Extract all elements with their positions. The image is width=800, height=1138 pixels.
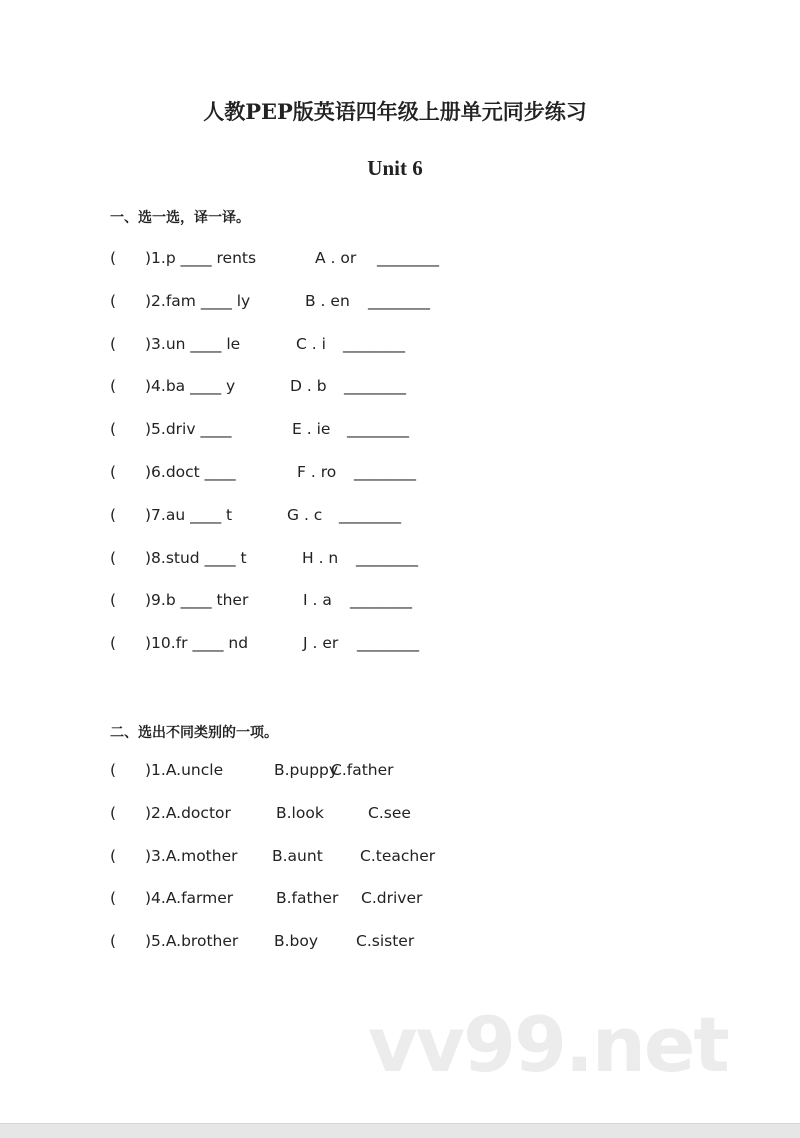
option-c: C.father xyxy=(331,761,394,779)
watermark: vv99.net xyxy=(368,1000,728,1089)
word-item: )4.ba ____ y xyxy=(145,377,236,396)
question-row xyxy=(0,335,800,359)
translation-blank[interactable]: ________ xyxy=(344,377,406,396)
translation-blank[interactable]: ________ xyxy=(356,548,418,567)
question-row xyxy=(0,549,800,573)
option-c: C.sister xyxy=(356,932,415,951)
question-row xyxy=(0,804,800,828)
word-item: )2.fam ____ ly xyxy=(145,291,251,310)
question-row xyxy=(0,847,800,871)
word-item: )7.au ____ t xyxy=(145,505,233,524)
answer-bracket[interactable]: ( xyxy=(110,463,117,481)
question-row xyxy=(0,889,800,913)
question-row xyxy=(0,506,800,530)
translation-blank[interactable]: ________ xyxy=(343,334,405,353)
answer-bracket[interactable]: ( xyxy=(110,249,117,267)
option-b: B.father xyxy=(276,889,339,908)
translation-blank[interactable]: ________ xyxy=(377,249,439,267)
word-item: )3.un ____ le xyxy=(145,334,241,353)
word-item: )1.p ____ rents xyxy=(145,249,257,267)
option-b: B.puppy xyxy=(274,761,339,779)
letter-option: J . er xyxy=(303,634,339,653)
answer-bracket[interactable]: ( xyxy=(110,634,117,653)
letter-option: G . c xyxy=(287,505,323,524)
question-row xyxy=(0,591,800,615)
word-item: )8.stud ____ t xyxy=(145,548,247,567)
section-1-heading: 一、选一选，译一译。 xyxy=(110,210,250,226)
translation-blank[interactable]: ________ xyxy=(354,463,416,481)
letter-option: I . a xyxy=(303,591,332,610)
answer-bracket[interactable]: ( xyxy=(110,377,117,396)
translation-blank[interactable]: ________ xyxy=(339,505,401,524)
option-a: )1.A.uncle xyxy=(145,761,224,779)
letter-option: H . n xyxy=(302,548,339,567)
answer-bracket[interactable]: ( xyxy=(110,846,117,865)
page-title: 人教PEP版英语四年级上册单元同步练习 xyxy=(203,99,587,124)
translation-blank[interactable]: ________ xyxy=(368,291,430,310)
word-item: )9.b ____ ther xyxy=(145,591,249,610)
word-item: )5.driv ____ xyxy=(145,420,232,439)
answer-bracket[interactable]: ( xyxy=(110,761,117,779)
question-row xyxy=(0,634,800,658)
letter-option: A . or xyxy=(315,249,357,267)
option-a: )2.A.doctor xyxy=(145,803,231,822)
answer-bracket[interactable]: ( xyxy=(110,291,117,310)
question-row xyxy=(0,249,800,273)
option-a: )3.A.mother xyxy=(145,846,238,865)
answer-bracket[interactable]: ( xyxy=(110,420,117,439)
letter-option: D . b xyxy=(290,377,327,396)
option-b: B.look xyxy=(276,803,324,822)
answer-bracket[interactable]: ( xyxy=(110,591,117,610)
question-row xyxy=(0,463,800,487)
letter-option: F . ro xyxy=(297,463,337,481)
question-row xyxy=(0,420,800,444)
translation-blank[interactable]: ________ xyxy=(350,591,412,610)
answer-bracket[interactable]: ( xyxy=(110,889,117,908)
question-row xyxy=(0,377,800,401)
question-row xyxy=(0,761,800,785)
answer-bracket[interactable]: ( xyxy=(110,803,117,822)
letter-option: B . en xyxy=(305,291,350,310)
question-row xyxy=(0,292,800,316)
option-c: C.driver xyxy=(361,889,423,908)
option-b: B.boy xyxy=(274,932,319,951)
option-a: )5.A.brother xyxy=(145,932,239,951)
word-item: )6.doct ____ xyxy=(145,463,236,481)
option-c: C.see xyxy=(368,803,411,822)
answer-bracket[interactable]: ( xyxy=(110,505,117,524)
letter-option: C . i xyxy=(296,334,326,353)
answer-bracket[interactable]: ( xyxy=(110,548,117,567)
page-edge xyxy=(0,1123,800,1138)
section-2-heading: 二、选出不同类别的一项。 xyxy=(110,725,278,741)
option-b: B.aunt xyxy=(272,846,323,865)
translation-blank[interactable]: ________ xyxy=(357,634,419,653)
letter-option: E . ie xyxy=(292,420,331,439)
answer-bracket[interactable]: ( xyxy=(110,334,117,353)
answer-bracket[interactable]: ( xyxy=(110,932,117,951)
option-c: C.teacher xyxy=(360,846,436,865)
word-item: )10.fr ____ nd xyxy=(145,634,249,653)
unit-heading: Unit 6 xyxy=(367,156,423,180)
option-a: )4.A.farmer xyxy=(145,889,234,908)
question-row xyxy=(0,932,800,956)
translation-blank[interactable]: ________ xyxy=(347,420,409,439)
